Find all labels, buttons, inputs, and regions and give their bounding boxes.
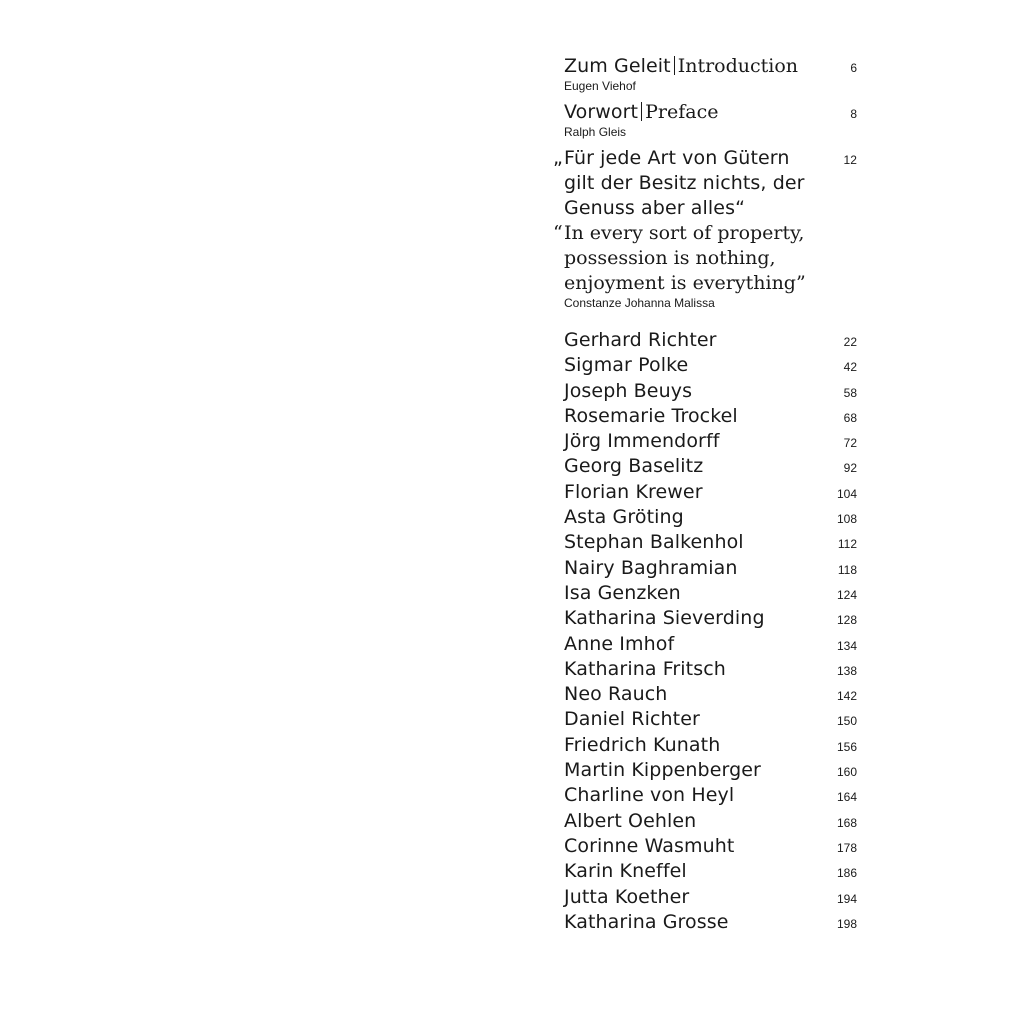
quote-open-en: “ [553, 222, 563, 244]
artist-name: Karin Kneffel [564, 860, 687, 883]
page-number: 160 [836, 765, 857, 780]
page-number: 8 [850, 107, 857, 121]
artist-name: Corinne Wasmuht [564, 834, 735, 857]
artist-name: Friedrich Kunath [564, 733, 721, 756]
page-number: 12 [843, 153, 857, 167]
toc-entry-introduction[interactable] [564, 54, 857, 93]
page-number: 156 [836, 739, 857, 754]
toc-entry-artist[interactable] [564, 581, 857, 606]
quote-open-de: „ [553, 147, 563, 169]
essay-title-de-line: Für jede Art von Gütern [564, 147, 790, 169]
artist-name: Stephan Balkenhol [564, 531, 744, 554]
entry-author: Constanze Johanna Malissa [564, 296, 715, 310]
page-number: 138 [836, 663, 857, 678]
toc-entry-artist[interactable] [564, 859, 857, 884]
essay-title-en-line: enjoyment is everything” [564, 272, 806, 294]
page-number: 68 [843, 410, 857, 425]
entry-title-en: Introduction [677, 55, 799, 77]
artist-name: Florian Krewer [564, 480, 703, 503]
toc-entry-artist[interactable] [564, 885, 857, 910]
page-number: 72 [843, 436, 857, 451]
toc-entry-artist[interactable] [564, 429, 857, 454]
artist-name: Anne Imhof [564, 632, 675, 655]
table-of-contents [553, 54, 857, 935]
essay-title-en-line: In every sort of property, [564, 222, 805, 244]
page-number: 198 [836, 916, 857, 931]
artist-name: Jutta Koether [564, 885, 690, 908]
page-number: 186 [836, 866, 857, 881]
artist-name: Albert Oehlen [564, 809, 697, 832]
artist-name: Isa Genzken [564, 581, 681, 604]
entry-author: Ralph Gleis [564, 125, 627, 139]
toc-entry-artist[interactable] [564, 556, 857, 581]
page-number: 42 [843, 360, 857, 375]
artist-name: Daniel Richter [564, 708, 700, 731]
page-number: 92 [843, 461, 857, 476]
toc-entry-artist[interactable] [564, 632, 857, 657]
toc-entry-essay[interactable] [553, 146, 857, 310]
toc-entry-artist[interactable] [564, 404, 857, 429]
entry-title-de: Vorwort [564, 101, 639, 123]
page-number: 22 [843, 335, 857, 349]
title-separator [641, 102, 642, 121]
toc-entry-artist[interactable] [564, 707, 857, 732]
essay-title-en-line: possession is nothing, [564, 247, 776, 269]
toc-entry-artist[interactable] [564, 530, 857, 555]
artist-name: Rosemarie Trockel [564, 404, 738, 427]
artist-name: Neo Rauch [564, 683, 668, 706]
artist-name: Joseph Beuys [564, 379, 693, 402]
artist-name: Asta Gröting [564, 506, 684, 529]
essay-title-de-line: gilt der Besitz nichts, der [564, 172, 805, 194]
entry-title-de: Zum Geleit [564, 55, 671, 77]
toc-entry-artist[interactable] [564, 682, 857, 707]
toc-entry-preface[interactable] [564, 100, 857, 139]
page-number: 104 [836, 486, 857, 501]
page-number: 128 [836, 613, 857, 628]
toc-entry-artist[interactable] [564, 657, 857, 682]
toc-entry-artist[interactable] [564, 454, 857, 479]
page-number: 6 [850, 61, 857, 75]
toc-entry-artist[interactable] [564, 328, 857, 353]
artist-name: Gerhard Richter [564, 329, 717, 351]
page-number: 164 [836, 790, 857, 805]
toc-entry-artist[interactable] [564, 733, 857, 758]
page-number: 108 [836, 512, 857, 527]
artist-name: Katharina Grosse [564, 910, 729, 933]
page-number: 142 [836, 689, 857, 704]
page-number: 134 [836, 638, 857, 653]
artist-list [564, 328, 857, 935]
artist-name: Katharina Fritsch [564, 657, 726, 680]
artist-name: Jörg Immendorff [564, 430, 720, 453]
essay-title-de-line: Genuss aber alles“ [564, 197, 746, 219]
page-number: 112 [837, 537, 857, 552]
artist-name: Nairy Baghramian [564, 556, 738, 579]
toc-entry-artist[interactable] [564, 505, 857, 530]
artist-name: Martin Kippenberger [564, 759, 761, 782]
toc-entry-artist[interactable] [564, 379, 857, 404]
artist-name: Katharina Sieverding [564, 607, 765, 630]
page-number: 118 [837, 562, 857, 577]
toc-entry-artist[interactable] [564, 809, 857, 834]
toc-entry-artist[interactable] [564, 353, 857, 378]
toc-entry-artist[interactable] [564, 910, 857, 935]
toc-entry-artist[interactable] [564, 834, 857, 859]
toc-entry-artist[interactable] [564, 480, 857, 505]
entry-title-en: Preface [645, 101, 719, 123]
page-number: 168 [836, 815, 857, 830]
toc-entry-artist[interactable] [564, 783, 857, 808]
artist-name: Charline von Heyl [564, 784, 735, 807]
artist-name: Georg Baselitz [564, 455, 704, 478]
toc-entry-artist[interactable] [564, 606, 857, 631]
page-number: 124 [836, 587, 857, 602]
entry-author: Eugen Viehof [564, 79, 636, 93]
toc-entry-artist[interactable] [564, 758, 857, 783]
page-number: 178 [836, 840, 857, 855]
page-number: 194 [836, 891, 857, 906]
title-separator [674, 56, 675, 75]
artist-name: Sigmar Polke [564, 354, 689, 377]
page-number: 150 [836, 714, 857, 729]
page-number: 58 [843, 385, 857, 400]
